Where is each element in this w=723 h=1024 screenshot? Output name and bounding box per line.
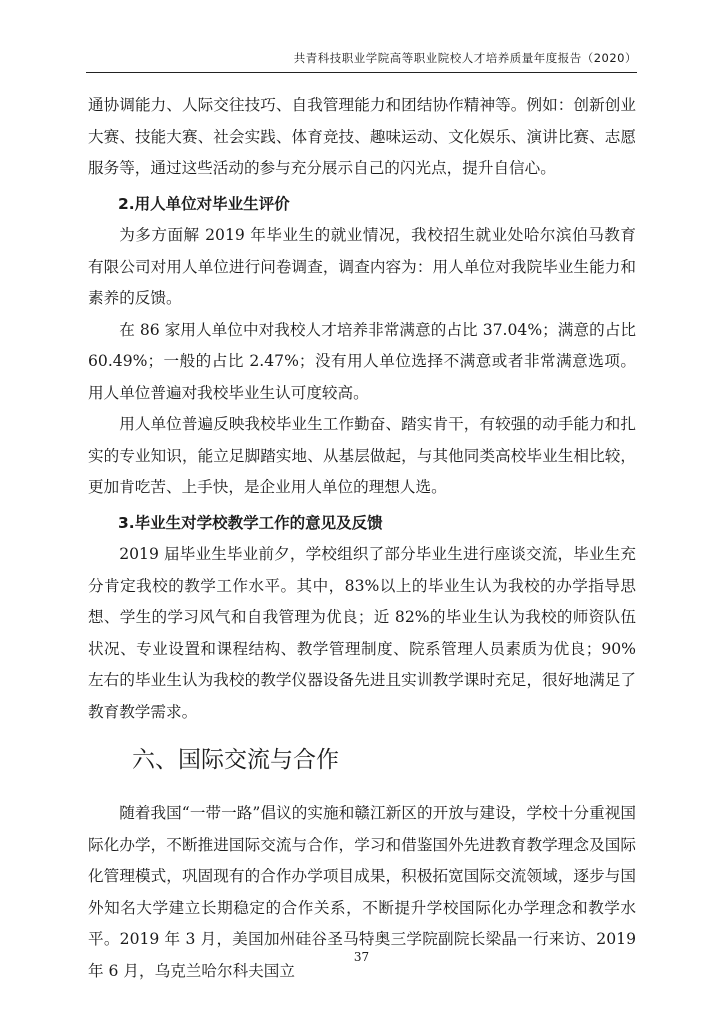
paragraph: 为多方面解 2019 年毕业生的就业情况，我校招生就业处哈尔滨伯马教育有限公司对用人单位进行问卷调查，调查内容为：用人单位对我院毕业生能力和素养的反馈。: [88, 226, 636, 307]
paragraph: 随着我国“一带一路”倡议的实施和赣江新区的开放与建设，学校十分重视国际化办学，不断推进国际交流与合作，学习和借鉴国外先进教育教学理念及国际化管理模式，巩固现有的合作办学项目成果，积极拓宽国际交流领域，逐步与国外知名大学建立长期稳定的合作关系，不断提升学校国际化办学理念和教学水平。2019 年 3 月，美国加州硅谷圣马特奥三学院副院长梁晶一行来访、2019 年 6 月，乌克兰哈尔科夫国立: [88, 804, 636, 980]
page-number: 37: [353, 950, 370, 964]
section-title: 六、国际交流与合作: [132, 747, 339, 773]
subsection-heading-2: 2.用人单位对毕业生评价: [118, 194, 290, 213]
subsection-heading-3: 3.毕业生对学校教学工作的意见及反馈: [118, 513, 383, 532]
paragraph: 用人单位普遍反映我校毕业生工作勤奋、踏实肯干，有较强的动手能力和扎实的专业知识，能立足脚踏实地、从基层做起，与其他同类高校毕业生相比较，更加肯吃苦、上手快，是企业用人单位的理想人选。: [88, 415, 636, 496]
paragraph: 通协调能力、人际交往技巧、自我管理能力和团结协作精神等。例如：创新创业大赛、技能大赛、社会实践、体育竞技、趣味运动、文化娱乐、演讲比赛、志愿服务等，通过这些活动的参与充分展示自己的闪光点，提升自信心。: [88, 96, 636, 177]
paragraph: 在 86 家用人单位中对我校人才培养非常满意的占比 37.04%；满意的占比 60.49%；一般的占比 2.47%；没有用人单位选择不满意或者非常满意选项。用人单位普遍对我校毕业生认可度较高。: [88, 320, 636, 402]
page-body: [88, 90, 636, 987]
paragraph: 2019 届毕业生毕业前夕，学校组织了部分毕业生进行座谈交流，毕业生充分肯定我校的教学工作水平。其中，83%以上的毕业生认为我校的办学指导思想、学生的学习风气和自我管理为优良；近 82%的毕业生认为我校的师资队伍状况、专业设置和课程结构、教学管理制度、院系管理人员素质为优良；90%左右的毕业生认为我校的教学仪器设备先进且实训教学课时充足，很好地满足了教育教学需求。: [88, 545, 636, 721]
running-header: [86, 50, 637, 73]
running-header-title: 共青科技职业学院高等职业院校人才培养质量年度报告（2020）: [293, 51, 637, 65]
